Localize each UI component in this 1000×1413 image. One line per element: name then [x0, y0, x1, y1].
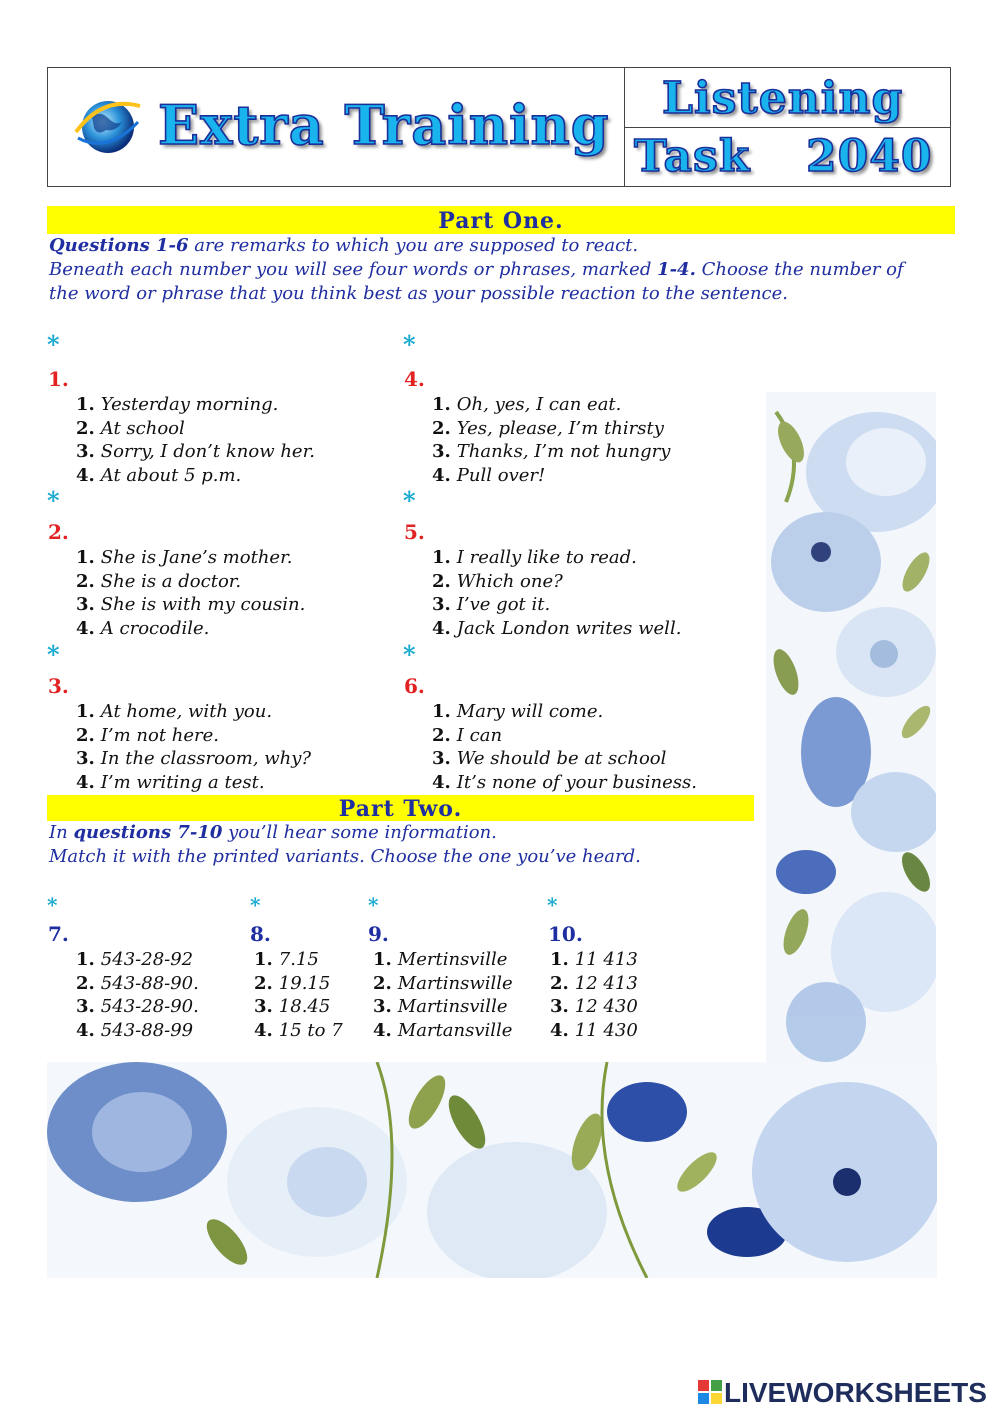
- instruction-line2-bold: 1-4.: [657, 259, 696, 280]
- question-6-options: [432, 700, 697, 794]
- question-number-4: 4.: [404, 367, 425, 391]
- floral-decoration-right: [766, 392, 936, 1082]
- liveworksheets-logo-icon: [698, 1380, 722, 1404]
- option[interactable]: 1. At home, with you.: [76, 701, 273, 722]
- app-title: Extra Training: [158, 93, 610, 157]
- option[interactable]: 3. 18.45: [254, 996, 331, 1017]
- option[interactable]: 1. Mary will come.: [432, 701, 604, 722]
- option[interactable]: 3. In the classroom, why?: [76, 748, 312, 769]
- instruction-line2-a: Beneath each number you will see four words or phrases, marked: [49, 259, 658, 280]
- part-two-instruction-b: you’ll hear some information.: [222, 822, 497, 843]
- star-marker: *: [47, 486, 60, 515]
- option[interactable]: 2. At school: [76, 417, 185, 439]
- option[interactable]: 4. Pull over!: [432, 464, 546, 486]
- option[interactable]: 1. Oh, yes, I can eat.: [432, 394, 622, 415]
- floral-decoration-bottom: [47, 1062, 937, 1278]
- part-two-heading: Part Two.: [47, 795, 754, 821]
- question-number-6: 6.: [404, 674, 425, 698]
- option[interactable]: 3. 12 430: [550, 996, 638, 1017]
- option[interactable]: 3. Martinsville: [373, 996, 508, 1017]
- star-marker: *: [403, 640, 416, 669]
- star-marker: *: [47, 330, 60, 359]
- star-marker: *: [250, 893, 261, 917]
- option[interactable]: 2. 12 413: [550, 972, 638, 994]
- question-9-options: [373, 948, 513, 1042]
- question-10-options: [550, 948, 638, 1042]
- option[interactable]: 4. 11 430: [550, 1019, 638, 1041]
- question-4-options: [432, 393, 670, 487]
- globe-icon: [72, 92, 144, 158]
- question-number-9: 9.: [368, 922, 389, 946]
- option[interactable]: 2. She is a doctor.: [76, 570, 242, 592]
- option[interactable]: 3. I’ve got it.: [432, 594, 551, 615]
- option[interactable]: 1. Mertinsville: [373, 949, 508, 970]
- star-marker: *: [47, 893, 58, 917]
- question-5-options: [432, 546, 681, 640]
- question-number-5: 5.: [404, 520, 425, 544]
- option[interactable]: 2. Martinswille: [373, 972, 513, 994]
- question-number-1: 1.: [48, 367, 69, 391]
- question-number-3: 3.: [48, 674, 69, 698]
- option[interactable]: 3. She is with my cousin.: [76, 594, 306, 615]
- option[interactable]: 4. Jack London writes well.: [432, 617, 682, 639]
- option[interactable]: 4. Martansville: [373, 1019, 513, 1041]
- subtitle-task-label: Task: [634, 131, 751, 182]
- question-1-options: [76, 393, 315, 487]
- option[interactable]: 2. I’m not here.: [76, 724, 220, 746]
- option[interactable]: 1. She is Jane’s mother.: [76, 547, 293, 568]
- option[interactable]: 3. 543-28-90.: [76, 996, 199, 1017]
- part-two-instructions: [49, 821, 749, 869]
- liveworksheets-brand[interactable]: LIVEWORKSHEETS: [724, 1377, 987, 1408]
- option[interactable]: 1. 543-28-92: [76, 949, 194, 970]
- option[interactable]: 3. We should be at school: [432, 748, 667, 769]
- part-two-instruction-bold: questions 7-10: [73, 822, 223, 843]
- instruction-bold-questions: Questions 1-6: [49, 235, 189, 256]
- option[interactable]: 4. I’m writing a test.: [76, 771, 265, 793]
- option[interactable]: 4. 543-88-99: [76, 1019, 194, 1041]
- option[interactable]: 2. 19.15: [254, 972, 331, 994]
- option[interactable]: 2. I can: [432, 724, 503, 746]
- question-number-7: 7.: [48, 922, 69, 946]
- question-number-10: 10.: [548, 922, 583, 946]
- question-8-options: [254, 948, 343, 1042]
- question-3-options: [76, 700, 311, 794]
- part-two-instruction-a: In: [49, 822, 74, 843]
- option[interactable]: 3. Sorry, I don’t know her.: [76, 441, 315, 462]
- subtitle-listening: Listening: [662, 73, 904, 124]
- star-marker: *: [47, 640, 60, 669]
- option[interactable]: 1. I really like to read.: [432, 547, 637, 568]
- part-one-instructions: [49, 234, 964, 306]
- question-7-options: [76, 948, 199, 1042]
- instruction-line3: the word or phrase that you think best as your possible reaction to the sentence.: [49, 283, 789, 304]
- subtitle-task-number: 2040: [806, 131, 933, 182]
- question-2-options: [76, 546, 305, 640]
- star-marker: *: [403, 330, 416, 359]
- option[interactable]: 4. 15 to 7: [254, 1019, 343, 1041]
- option[interactable]: 1. 11 413: [550, 949, 638, 970]
- instruction-line1: are remarks to which you are supposed to react.: [188, 235, 639, 256]
- option[interactable]: 2. 543-88-90.: [76, 972, 199, 994]
- option[interactable]: 2. Which one?: [432, 570, 563, 592]
- star-marker: *: [403, 486, 416, 515]
- part-two-instruction-line2: Match it with the printed variants. Choose the one you’ve heard.: [49, 846, 641, 867]
- option[interactable]: 4. At about 5 p.m.: [76, 464, 242, 486]
- question-number-8: 8.: [250, 922, 271, 946]
- question-number-2: 2.: [48, 520, 69, 544]
- option[interactable]: 4. A crocodile.: [76, 617, 210, 639]
- part-one-heading: Part One.: [47, 206, 955, 234]
- instruction-line2-b: Choose the number of: [695, 259, 904, 280]
- option[interactable]: 4. It’s none of your business.: [432, 771, 697, 793]
- header-divider-horizontal: [624, 127, 951, 128]
- option[interactable]: 2. Yes, please, I’m thirsty: [432, 417, 664, 439]
- option[interactable]: 3. Thanks, I’m not hungry: [432, 441, 671, 462]
- option[interactable]: 1. Yesterday morning.: [76, 394, 279, 415]
- star-marker: *: [547, 893, 558, 917]
- star-marker: *: [368, 893, 379, 917]
- option[interactable]: 1. 7.15: [254, 949, 319, 970]
